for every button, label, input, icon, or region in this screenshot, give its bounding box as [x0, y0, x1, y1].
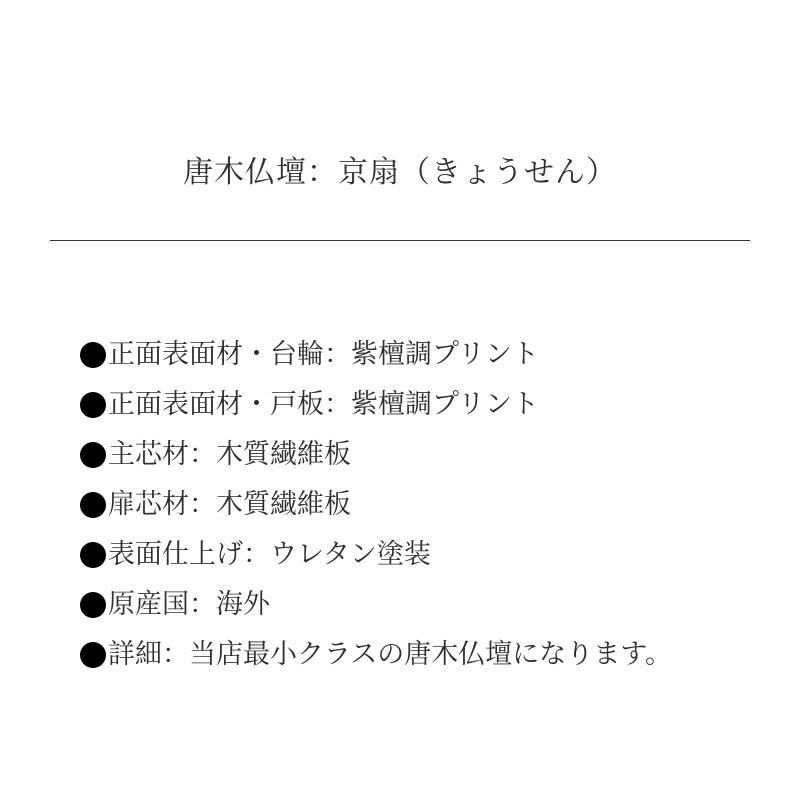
spec-item [80, 330, 672, 380]
spec-item [80, 480, 672, 530]
page-title: 唐木仏壇：京扇（きょうせん） [183, 155, 617, 190]
spec-item [80, 530, 672, 580]
spec-text: 正面表面材・戸板：紫檀調プリント [108, 389, 539, 420]
bullet-icon [80, 392, 106, 418]
title-divider [50, 240, 750, 241]
spec-text: 表面仕上げ：ウレタン塗装 [108, 539, 431, 570]
spec-item [80, 580, 672, 630]
bullet-icon [80, 642, 106, 668]
bullet-icon [80, 342, 106, 368]
spec-list [80, 330, 672, 680]
spec-item [80, 630, 672, 680]
spec-text: 正面表面材・台輪：紫檀調プリント [108, 339, 539, 370]
spec-text: 詳細：当店最小クラスの唐木仏壇になります。 [108, 639, 673, 670]
spec-item [80, 430, 672, 480]
bullet-icon [80, 492, 106, 518]
bullet-icon [80, 592, 106, 618]
bullet-icon [80, 442, 106, 468]
spec-item [80, 380, 672, 430]
spec-text: 扉芯材：木質繊維板 [108, 489, 351, 520]
spec-text: 原産国：海外 [108, 589, 270, 620]
spec-text: 主芯材：木質繊維板 [108, 439, 351, 470]
bullet-icon [80, 542, 106, 568]
